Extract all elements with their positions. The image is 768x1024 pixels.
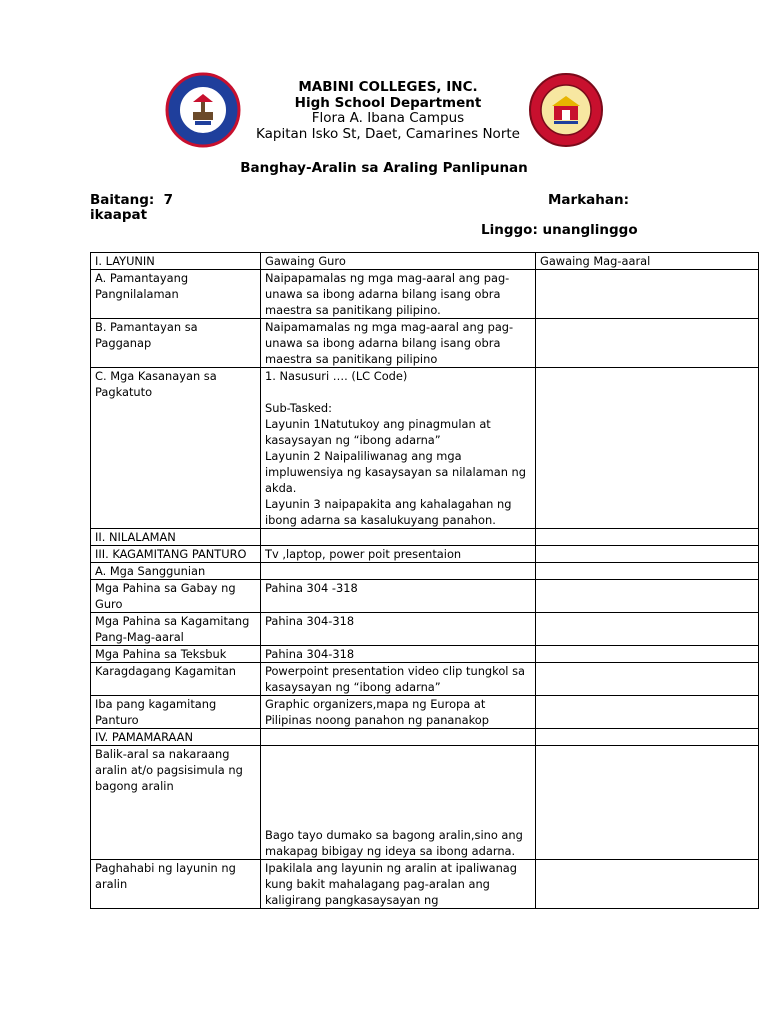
markahan-label: Markahan: (548, 192, 630, 208)
row-mag-aaral (536, 529, 759, 546)
row-guro: Pahina 304-318 (261, 646, 536, 663)
row-label: Karagdagang Kagamitan (91, 663, 261, 696)
linggo-field (481, 222, 638, 238)
row-label: Mga Pahina sa Teksbuk (91, 646, 261, 663)
row-mag-aaral (536, 860, 759, 909)
row-mag-aaral (536, 270, 759, 319)
baitang-label: Baitang: (90, 192, 155, 208)
school-address: Kapitan Isko St, Daet, Camarines Norte (256, 126, 520, 142)
header-layunin: I. LAYUNIN (91, 253, 261, 270)
row-mag-aaral (536, 319, 759, 368)
table-header-row (91, 253, 759, 270)
table-row (91, 646, 759, 663)
header-gawaing-guro: Gawaing Guro (261, 253, 536, 270)
table-row (91, 746, 759, 860)
table-row (91, 368, 759, 529)
row-guro: Graphic organizers,mapa ng Europa at Pilipinas noong panahon ng pananakop (261, 696, 536, 729)
row-mag-aaral (536, 580, 759, 613)
row-mag-aaral (536, 729, 759, 746)
table-row (91, 729, 759, 746)
lc-code-line: 1. Nasusuri …. (LC Code) (265, 369, 408, 383)
row-label: A. Mga Sanggunian (91, 563, 261, 580)
row-guro: Ipakilala ang layunin ng aralin at ipaliwanag kung bakit mahalagang pag-aralan ang kaligirang pangkasaysayan ng (261, 860, 536, 909)
row-mag-aaral (536, 563, 759, 580)
table-row (91, 319, 759, 368)
table-row (91, 270, 759, 319)
row-label: II. NILALAMAN (91, 529, 261, 546)
lesson-plan-table (90, 252, 759, 909)
layunin-3-line: Layunin 3 naipapakita ang kahalagahan ng ibong adarna sa kasalukuyang panahon. (265, 497, 512, 527)
row-mag-aaral (536, 613, 759, 646)
table-row (91, 860, 759, 909)
header-gawaing-mag-aaral: Gawaing Mag-aaral (536, 253, 759, 270)
row-mag-aaral (536, 663, 759, 696)
row-mag-aaral (536, 368, 759, 529)
sub-tasked-line: Sub-Tasked: (265, 401, 332, 415)
row-guro (261, 746, 536, 860)
markahan-value: ikaapat (90, 207, 148, 223)
row-guro: Naipapamalas ng mga mag-aaral ang pag-unawa sa ibong adarna bilang isang obra maestra sa panitikang pilipino. (261, 270, 536, 319)
blank-line (265, 384, 531, 400)
document-title: Banghay-Aralin sa Araling Panlipunan (240, 160, 528, 176)
row-label: B. Pamantayan sa Pagganap (91, 319, 261, 368)
row-label: A. Pamantayang Pangnilalaman (91, 270, 261, 319)
layunin-1-line: Layunin 1Natutukoy ang pinagmulan at kasaysayan ng “ibong adarna” (265, 417, 491, 447)
row-mag-aaral (536, 696, 759, 729)
school-name: MABINI COLLEGES, INC. (298, 79, 478, 95)
row-mag-aaral (536, 546, 759, 563)
row-mag-aaral (536, 746, 759, 860)
linggo-value: : unanglinggo (532, 222, 638, 238)
balik-aral-text: Bago tayo dumako sa bagong aralin,sino ang makapag bibigay ng ideya sa ibong adarna. (265, 828, 523, 858)
row-label: III. KAGAMITANG PANTURO (91, 546, 261, 563)
table-row (91, 529, 759, 546)
row-mag-aaral (536, 646, 759, 663)
row-guro: Naipamamalas ng mga mag-aaral ang pag-unawa sa ibong adarna bilang isang obra maestra sa panitikang pilipino (261, 319, 536, 368)
row-label: Paghahabi ng layunin ng aralin (91, 860, 261, 909)
row-guro (261, 368, 536, 529)
baitang-field (90, 192, 173, 208)
row-guro (261, 529, 536, 546)
row-label: Balik-aral sa nakaraang aralin at/o pagsisimula ng bagong aralin (91, 746, 261, 860)
row-guro: Tv ,laptop, power poit presentaion (261, 546, 536, 563)
row-guro (261, 563, 536, 580)
row-label: Mga Pahina sa Kagamitang Pang-Mag-aaral (91, 613, 261, 646)
row-guro (261, 729, 536, 746)
table-row (91, 613, 759, 646)
layunin-2-line: Layunin 2 Naipaliliwanag ang mga impluwensiya ng kasaysayan sa nilalaman ng akda. (265, 449, 527, 495)
table-row (91, 696, 759, 729)
department-name: High School Department (294, 95, 482, 111)
row-label: Mga Pahina sa Gabay ng Guro (91, 580, 261, 613)
row-guro: Pahina 304 -318 (261, 580, 536, 613)
table-row (91, 563, 759, 580)
campus-name: Flora A. Ibana Campus (311, 110, 465, 126)
row-guro: Powerpoint presentation video clip tungkol sa kasaysayan ng “ibong adarna” (261, 663, 536, 696)
baitang-value: 7 (163, 192, 174, 208)
table-row (91, 663, 759, 696)
row-label: C. Mga Kasanayan sa Pagkatuto (91, 368, 261, 529)
table-row (91, 580, 759, 613)
table-row (91, 546, 759, 563)
linggo-label: Linggo (481, 222, 533, 238)
row-label: Iba pang kagamitang Panturo (91, 696, 261, 729)
row-guro: Pahina 304-318 (261, 613, 536, 646)
row-label: IV. PAMAMARAAN (91, 729, 261, 746)
